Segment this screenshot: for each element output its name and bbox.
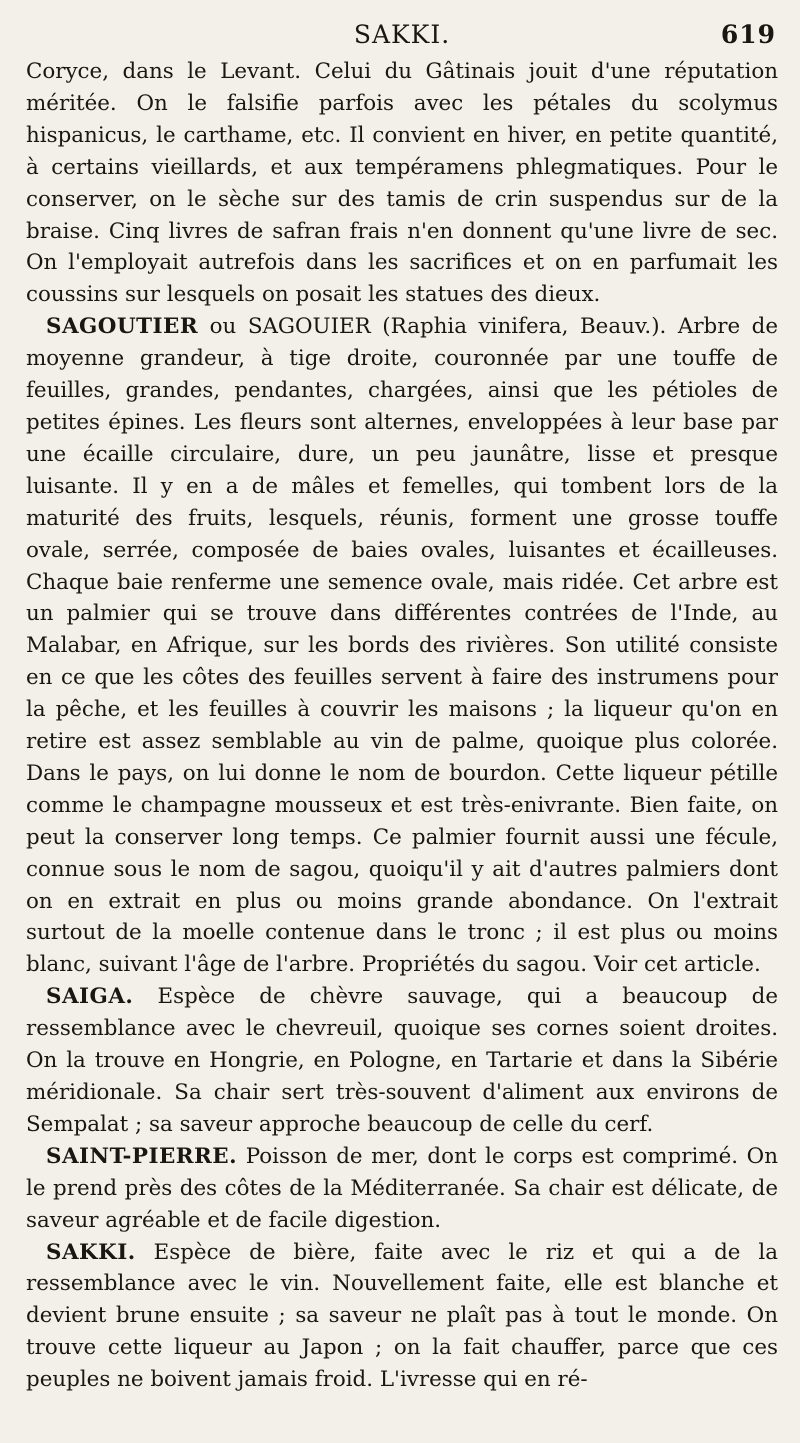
entry-text: Espèce de bière, faite avec le riz et qui a de la ressemblance avec le vin. Nouvellement faite, elle est blanche et devient brune ensuite ; sa saveur ne plaît pas à tout le monde. On trouve cette liqueur au Japon ; on la fait chauffer, parce que ces peuples ne boivent jamais froid. L'ivresse qui en ré- bbox=[26, 1239, 778, 1393]
entry-sagoutier bbox=[26, 311, 778, 981]
paragraph-text: Coryce, dans le Levant. Celui du Gâtinais jouit d'une réputation méritée. On le falsifie parfois avec les pétales du scolymus hispanicus, le carthame, etc. Il convient en hiver, en petite quantité, à certains vieillards, et aux tempéramens phlegmatiques. Pour le conserver, on le sèche sur des tamis de crin suspendus sur de la braise. Cinq livres de safran frais n'en donnent qu'une livre de sec. On l'employait autrefois dans les sacrifices et on en parfumait les coussins sur lesquels on posait les statues des dieux. bbox=[26, 59, 778, 308]
entry-text: Poisson de mer, dont le corps est comprimé. On le prend près des côtes de la Méditerranée. Sa chair est délicate, de saveur agréable et de facile digestion. bbox=[26, 1143, 778, 1233]
running-head: SAKKI. bbox=[353, 20, 451, 49]
entry-saint-pierre bbox=[26, 1141, 778, 1237]
page-number: 619 bbox=[720, 20, 776, 49]
entry-headword: SAKKI. bbox=[46, 1239, 136, 1265]
entry-saiga bbox=[26, 981, 778, 1141]
paragraph-safran-continued bbox=[26, 56, 778, 311]
entry-sakki bbox=[26, 1237, 778, 1397]
body-text bbox=[26, 56, 778, 1396]
page-header bbox=[26, 14, 778, 56]
entry-text: ou SAGOUIER (Raphia vinifera, Beauv.). Arbre de moyenne grandeur, à tige droite, couronnée par une touffe de feuilles, grandes, pendantes, chargées, ainsi que les pétioles de petites épines. Les fleurs sont alternes, enveloppées à leur base par une écaille circulaire, dure, un peu jaunâtre, lisse et presque luisante. Il y en a de mâles et femelles, qui tombent lors de la maturité des fruits, lesquels, réunis, forment une grosse touffe ovale, serrée, composée de baies ovales, luisantes et écailleuses. Chaque baie renferme une semence ovale, mais ridée. Cet arbre est un palmier qui se trouve dans différentes contrées de l'Inde, au Malabar, en Afrique, sur les bords des rivières. Son utilité consiste en ce que les côtes des feuilles servent à faire des instrumens pour la pêche, et les feuilles à couvrir les maisons ; la liqueur qu'on en retire est assez semblable au vin de palme, quoique plus colorée. Dans le pays, on lui donne le nom de bourdon. Cette liqueur pétille comme le champagne mousseux et est très-enivrante. Bien faite, on peut la conserver long temps. Ce palmier fournit aussi une fécule, connue sous le nom de sagou, quoiqu'il y ait d'autres palmiers dont on en extrait en plus ou moins grande abondance. On l'extrait surtout de la moelle contenue dans le tronc ; il est plus ou moins blanc, suivant l'âge de l'arbre. Propriétés du sagou. Voir cet article. bbox=[26, 314, 778, 978]
entry-text: Espèce de chèvre sauvage, qui a beaucoup de ressemblance avec le chevreuil, quoique ses cornes soient droites. On la trouve en Hongrie, en Pologne, en Tartarie et dans la Sibérie méridionale. Sa chair sert très-souvent d'aliment aux environs de Sempalat ; sa saveur approche beaucoup de celle du cerf. bbox=[26, 984, 778, 1137]
entry-headword: SAINT-PIERRE. bbox=[46, 1143, 238, 1169]
entry-headword: SAGOUTIER bbox=[46, 314, 199, 340]
entry-headword: SAIGA. bbox=[46, 984, 134, 1010]
